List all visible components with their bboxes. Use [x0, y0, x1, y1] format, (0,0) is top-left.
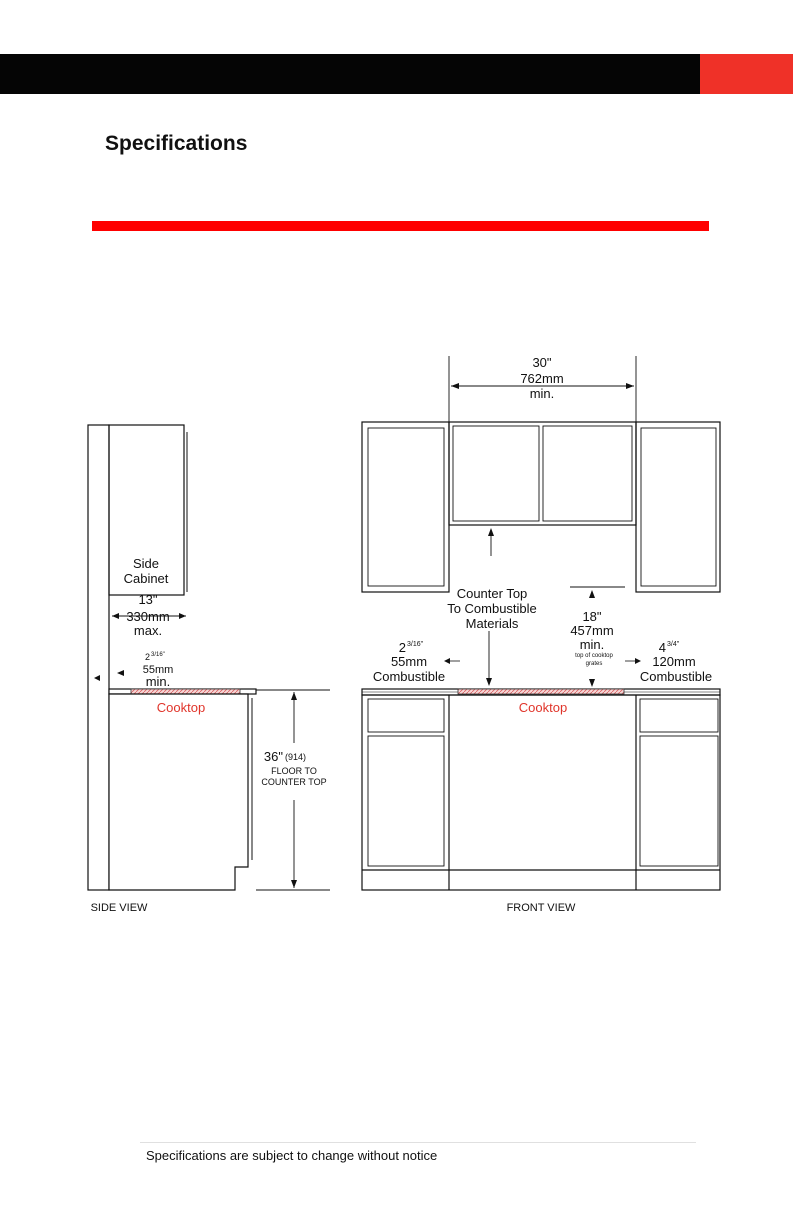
side-rear-inch: 2 [144, 652, 150, 662]
side-view-caption: SIDE VIEW [90, 902, 148, 914]
side-rear-mm: 55mm [142, 664, 174, 676]
side-depth-inch: 13" [138, 592, 158, 607]
front-view [362, 356, 720, 890]
front-vertical-inch: 18" [582, 609, 602, 624]
front-left-fraction: 3/16" [407, 641, 424, 648]
installation-diagram [0, 340, 793, 930]
side-cooktop-label: Cooktop [156, 700, 206, 715]
side-base-cabinet [109, 694, 248, 890]
header-accent-block [700, 54, 793, 94]
side-height-note-1: FLOOR TO [271, 766, 317, 776]
front-left-inch: 2 [398, 640, 406, 655]
front-base-cabinets [362, 695, 720, 890]
side-cabinet-label-2: Cabinet [123, 571, 169, 586]
diagram-svg [0, 340, 793, 930]
front-width-note: min. [529, 386, 555, 401]
side-height-inch: 36" [263, 749, 283, 764]
front-vertical-mm: 457mm [570, 623, 614, 638]
front-counter-label-2: To Combustible [447, 601, 537, 616]
side-height-note-2: COUNTER TOP [261, 777, 327, 787]
side-depth-note: max. [133, 623, 163, 638]
side-height-mm: (914) [285, 752, 307, 762]
front-left-upper-cabinet [362, 422, 449, 592]
side-cooktop-hatch [131, 689, 240, 694]
header-bar [0, 54, 793, 94]
side-depth-mm: 330mm [126, 609, 170, 624]
front-left-note: Combustible [372, 669, 446, 684]
side-view [88, 425, 330, 890]
front-right-fraction: 3/4" [667, 641, 680, 648]
front-counter-label-3: Materials [465, 616, 519, 631]
front-vertical-note: min. [579, 637, 605, 652]
front-vertical-note-2: top of cooktop [575, 653, 613, 659]
footer-divider [140, 1142, 696, 1143]
front-width-inch: 30" [532, 355, 552, 370]
front-cooktop-hatch [458, 689, 624, 694]
front-right-note: Combustible [639, 669, 713, 684]
side-rear-note: min. [145, 674, 171, 689]
footer-note: Specifications are subject to change without notice [146, 1148, 438, 1163]
side-cabinet-label-1: Side [132, 556, 160, 571]
front-vertical-note-3: grates [585, 661, 603, 667]
front-width-mm: 762mm [520, 371, 564, 386]
front-cooktop-label: Cooktop [518, 700, 568, 715]
front-counter-label-1: Counter Top [456, 586, 528, 601]
front-right-inch: 4 [658, 640, 666, 655]
title-divider [92, 221, 709, 231]
front-right-mm: 120mm [652, 654, 696, 669]
front-right-upper-cabinet [636, 422, 720, 592]
front-view-labels [373, 355, 712, 914]
front-center-upper-cabinet [449, 422, 636, 525]
side-wall [88, 425, 109, 890]
front-view-caption: FRONT VIEW [506, 902, 576, 914]
side-rear-fraction: 3/16" [151, 652, 165, 658]
front-left-mm: 55mm [390, 654, 428, 669]
page-title: Specifications [105, 132, 248, 155]
